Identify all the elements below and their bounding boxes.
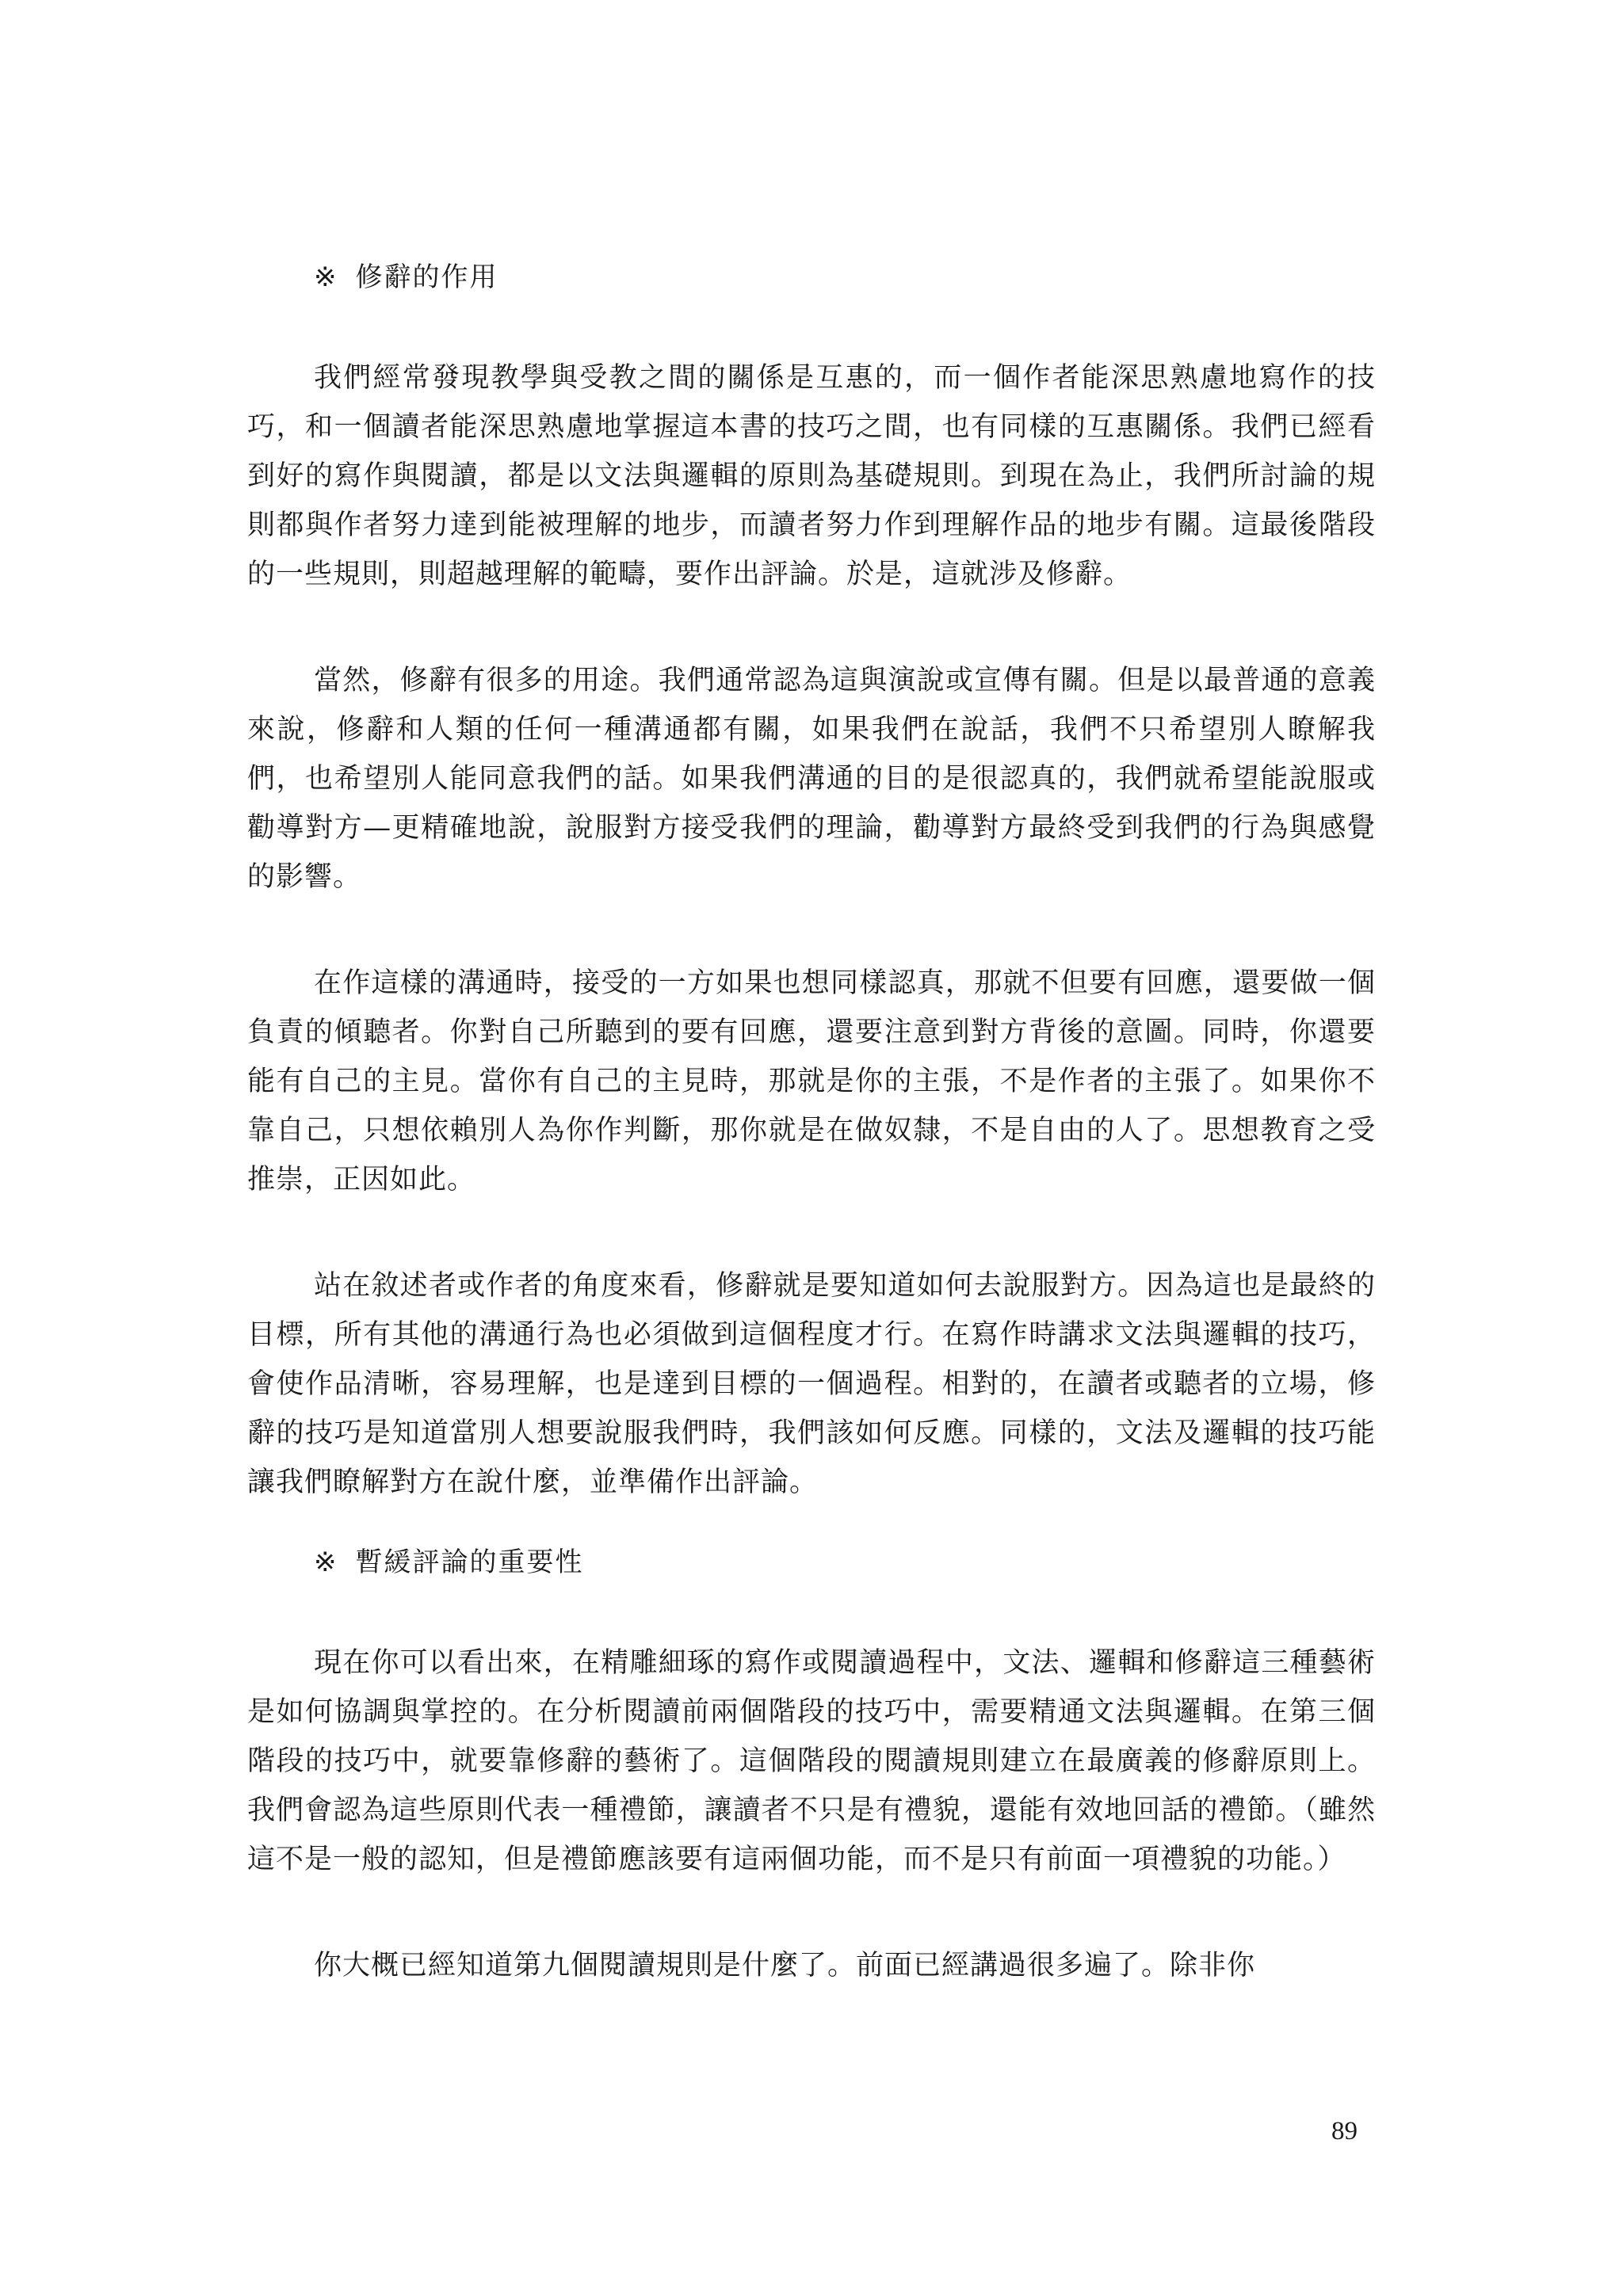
paragraph: 我們經常發現教學與受教之間的關係是互惠的，而一個作者能深思熟慮地寫作的技巧，和一個讀者能深思熟慮地掌握這本書的技巧之間，也有同樣的互惠關係。我們已經看到好的寫作與閱讀，都是以文法與邏輯的原則為基礎規則。到現在為止，我們所討論的規則都與作者努力達到能被理解的地步，而讀者努力作到理解作品的地步有關。這最後階段的一些規則，則超越理解的範疇，要作出評論。於是，這就涉及修辭。 [247,362,1376,590]
paragraph: 當然，修辭有很多的用途。我們通常認為這與演說或宣傳有關。但是以最普通的意義來說，修辭和人類的任何一種溝通都有關，如果我們在說話，我們不只希望別人瞭解我們，也希望別人能同意我們的話。如果我們溝通的目的是很認真的，我們就希望能說服或勸導對方—更精確地說，說服對方接受我們的理論，勸導對方最終受到我們的行為與感覺的影響。 [247,665,1376,893]
section-heading-suspend-judgment [314,1539,1376,1586]
document-body [247,238,1376,2047]
page-number: 89 [1331,2117,1358,2145]
reference-mark-icon: ※ [314,1547,338,1578]
section-title: 修辭的作用 [355,261,498,293]
paragraph: 你大概已經知道第九個閱讀規則是什麼了。前面已經講過很多遍了。除非你 [314,1950,1256,1981]
paragraph: 在作這樣的溝通時，接受的一方如果也想同樣認真，那就不但要有回應，還要做一個負責的傾聽者。你對自己所聽到的要有回應，還要注意到對方背後的意圖。同時，你還要能有自己的主見。當你有自己的主見時，那就是你的主張，不是作者的主張了。如果你不靠自己，只想依賴別人為你作判斷，那你就是在做奴隸，不是自由的人了。思想教育之受推崇，正因如此。 [247,967,1376,1196]
paragraph: 站在敘述者或作者的角度來看，修辭就是要知道如何去說服對方。因為這也是最終的目標，所有其他的溝通行為也必須做到這個程度才行。在寫作時講求文法與邏輯的技巧，會使作品清晰，容易理解，也是達到目標的一個過程。相對的，在讀者或聽者的立場，修辭的技巧是知道當別人想要說服我們時，我們該如何反應。同樣的，文法及邏輯的技巧能讓我們瞭解對方在說什麼，並準備作出評論。 [247,1270,1376,1498]
reference-mark-icon: ※ [314,261,338,293]
paragraph: 現在你可以看出來，在精雕細琢的寫作或閱讀過程中，文法、邏輯和修辭這三種藝術是如何協調與掌控的。在分析閱讀前兩個階段的技巧中，需要精通文法與邏輯。在第三個階段的技巧中，就要靠修辭的藝術了。這個階段的閱讀規則建立在最廣義的修辭原則上。我們會認為這些原則代表一種禮節，讓讀者不只是有禮貌，還能有效地回話的禮節。（雖然這不是一般的認知，但是禮節應該要有這兩個功能，而不是只有前面一項禮貌的功能。） [247,1647,1376,1875]
section-heading-rhetoric [314,254,1376,301]
section-title: 暫緩評論的重要性 [355,1547,584,1578]
